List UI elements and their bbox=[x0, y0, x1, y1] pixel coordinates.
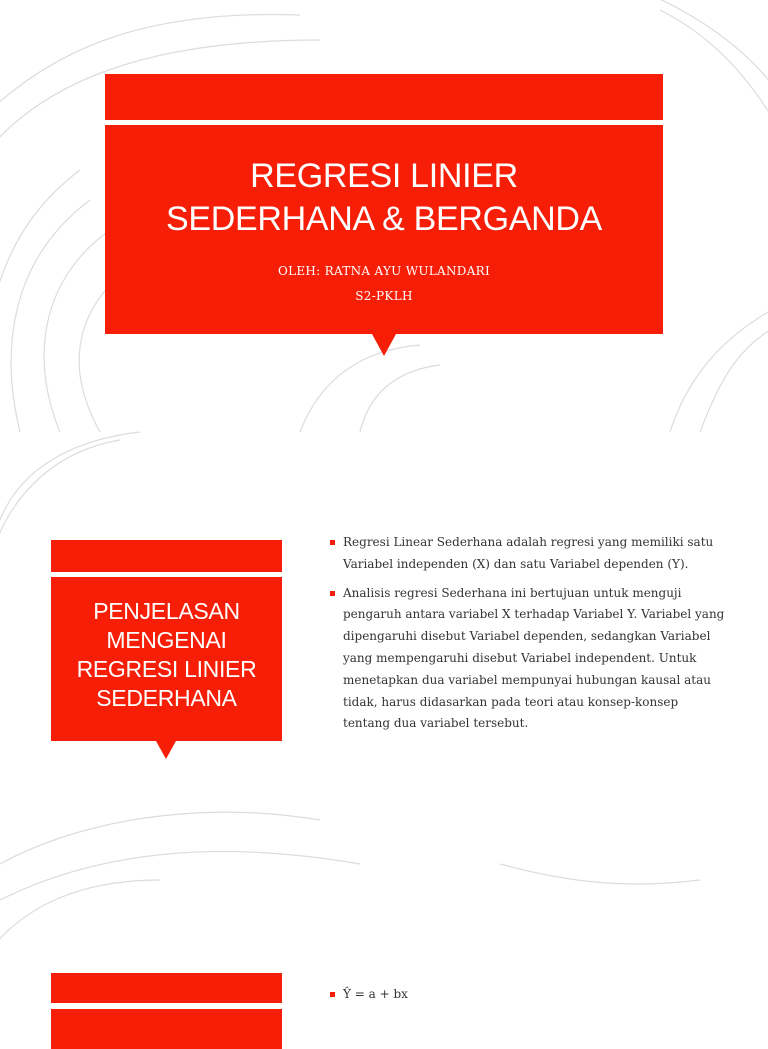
red-square-bullet-icon bbox=[330, 992, 335, 997]
title-box-pointer bbox=[372, 334, 396, 356]
explanation-slide bbox=[0, 432, 768, 864]
bullet-list bbox=[330, 984, 725, 1013]
slide-heading-line: MENGENAI bbox=[106, 627, 227, 653]
slide-heading bbox=[51, 597, 282, 713]
heading-accent-band bbox=[51, 973, 282, 1003]
bullet-list bbox=[330, 532, 725, 742]
list-item bbox=[330, 984, 725, 1006]
slide-title-line2: SEDERHANA & BERGANDA bbox=[165, 200, 603, 238]
bullet-text: Ŷ = a + bx bbox=[343, 987, 408, 1001]
heading-box bbox=[51, 1009, 282, 1049]
slide-heading-line: SEDERHANA bbox=[96, 685, 237, 711]
red-square-bullet-icon bbox=[330, 540, 335, 545]
slide-heading-line: REGRESI LINIER bbox=[76, 656, 257, 682]
slide-title bbox=[105, 155, 663, 241]
program-name: S2-PKLH bbox=[355, 289, 413, 303]
title-accent-band bbox=[105, 74, 663, 120]
slide-subtitle bbox=[105, 259, 663, 309]
bullet-text: Regresi Linear Sederhana adalah regresi yang memiliki satu Variabel independen (X) dan satu Variabel dependen (Y). bbox=[343, 535, 714, 571]
title-slide bbox=[0, 0, 768, 432]
heading-accent-band bbox=[51, 540, 282, 572]
author-name: OLEH: RATNA AYU WULANDARI bbox=[277, 264, 491, 278]
list-item bbox=[330, 583, 725, 736]
bullet-text: Analisis regresi Sederhana ini bertujuan untuk menguji pengaruh antara variabel X terhadap Variabel Y. Variabel yang dipengaruhi disebut Variabel dependen, sedangkan Variabel yang mempengaruhi disebut Variabel independent. Untuk menetapkan dua variabel mempunyai hubungan kausal atau tidak, harus didasarkan pada teori atau konsep-konsep tentang dua variabel tersebut. bbox=[343, 585, 725, 731]
heading-box-pointer bbox=[156, 741, 176, 759]
slide-heading-line: PENJELASAN bbox=[93, 598, 240, 624]
red-square-bullet-icon bbox=[330, 591, 335, 596]
formula-slide bbox=[0, 864, 768, 1024]
slide-title-line1: REGRESI LINIER bbox=[250, 157, 518, 195]
list-item bbox=[330, 532, 725, 576]
